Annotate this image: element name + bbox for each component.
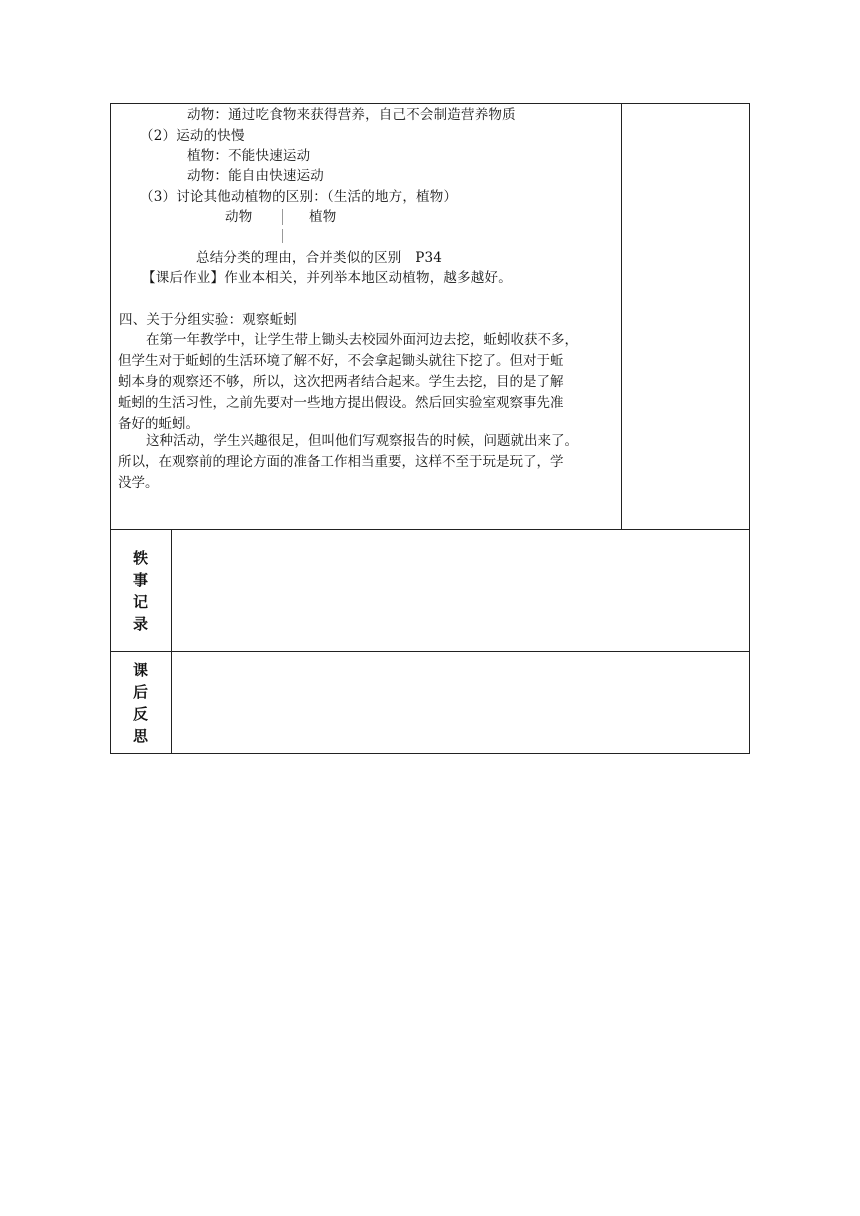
comparison-divider-upper <box>282 209 283 225</box>
item2-title: （2）运动的快慢 <box>140 128 245 144</box>
row-divider-1 <box>110 529 750 530</box>
paragraph-2-line-3: 没学。 <box>118 475 159 491</box>
right-column-divider <box>621 103 622 530</box>
column-animal-label: 动物 <box>225 209 253 225</box>
paragraph-2-line-2: 所以，在观察前的理论方面的准备工作相当重要，这样不至于玩是玩了，学 <box>118 454 564 470</box>
paragraph-1-line-2: 但学生对于蚯蚓的生活环境了解不好，不会拿起锄头就往下挖了。但对于蚯 <box>118 353 564 369</box>
animal-nutrition-line: 动物：通过吃食物来获得营养，自己不会制造营养物质 <box>187 107 516 123</box>
reflection-char-2: 后 <box>132 683 148 701</box>
anecdote-char-1: 轶 <box>132 548 148 567</box>
reflection-char-1: 课 <box>132 661 148 679</box>
reflection-char-3: 反 <box>132 705 148 723</box>
comparison-divider-lower <box>282 229 283 243</box>
paragraph-1-line-4: 蚯蚓的生活习性，之前先要对一些地方提出假设。然后回实验室观察事先准 <box>118 395 564 411</box>
label-column-divider <box>171 529 172 754</box>
paragraph-1-line-5: 备好的蚯蚓。 <box>118 416 199 432</box>
paragraph-1-line-1: 在第一年教学中，让学生带上锄头去校园外面河边去挖，蚯蚓收获不多， <box>146 332 578 348</box>
animal-motion-line: 动物：能自由快速运动 <box>187 168 324 184</box>
reflection-char-4: 思 <box>132 727 148 745</box>
column-plant-label: 植物 <box>309 209 337 225</box>
anecdote-char-2: 事 <box>132 570 148 589</box>
anecdote-record-label <box>110 530 171 651</box>
summary-line: 总结分类的理由，合并类似的区别 P34 <box>196 250 443 266</box>
homework-line: 【课后作业】作业本相关，并列举本地区动植物，越多越好。 <box>142 270 512 286</box>
anecdote-char-4: 录 <box>132 614 148 633</box>
item3-title: （3）讨论其他动植物的区别：（生活的地方，植物） <box>140 189 458 205</box>
paragraph-1-line-3: 蚓本身的观察还不够，所以，这次把两者结合起来。学生去挖，目的是了解 <box>118 374 564 390</box>
post-class-reflection-label <box>110 652 171 754</box>
anecdote-char-3: 记 <box>132 592 148 611</box>
paragraph-2-line-1: 这种活动，学生兴趣很足，但叫他们写观察报告的时候，问题就出来了。 <box>146 433 578 449</box>
row-divider-2 <box>110 651 750 652</box>
section4-title: 四、关于分组实验：观察蚯蚓 <box>119 312 298 328</box>
plant-motion-line: 植物：不能快速运动 <box>187 148 311 164</box>
